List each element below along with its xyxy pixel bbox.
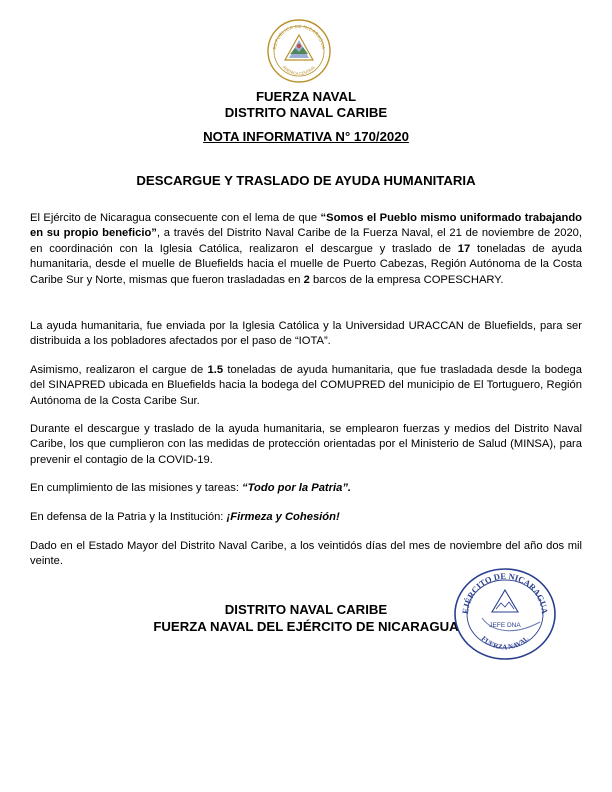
signature-line1: DISTRITO NAVAL CARIBE (224, 602, 388, 617)
paragraph-2: La ayuda humanitaria, fue enviada por la Iglesia Católica y la Universidad URACCAN de Bluefields, para ser distribuida a los pobladores afectados por el paso de “IOTA”. (30, 320, 582, 348)
document-number: NOTA INFORMATIVA N° 170/2020 (203, 129, 409, 144)
paragraph-1: El Ejército de Nicaragua consecuente con el lema de que “Somos el Pueblo mismo uniformado trabajando en su propio beneficio”, a través del Distrito Naval Caribe de la Fuerza Naval, el 21 de noviembre de 2020, en coordinación con la Iglesia Católica, realizaron el descargue y traslado de 17 toneladas de ayuda humanitaria, desde el muelle de Bluefields hacia el muelle de Puerto Cabezas, Región Autónoma de la Costa Caribe Sur y Norte, mismas que fueron trasladadas en 2 barcos de la empresa COPESCHARY. (30, 212, 583, 286)
official-stamp (452, 566, 558, 662)
svg-text:AMERICA CENTRAL (282, 64, 317, 76)
stamp-bottom-text: FUERZA NAVAL (479, 634, 531, 652)
paragraph-7: Dado en el Estado Mayor del Distrito Naval Caribe, a los veintidós días del mes de noviembre del año dos mil veinte. (30, 540, 582, 568)
paragraph-6: En defensa de la Patria y la Institución: ¡Firmeza y Cohesión! (30, 511, 340, 523)
paragraph-4: Durante el descargue y traslado de la ayuda humanitaria, se emplearon fuerzas y medios del Distrito Naval Caribe, los que cumplieron con las medidas de protección orientadas por el Ministerio de Salud (MINSA), para prevenir el contagio de la COVID-19. (30, 423, 582, 466)
paragraph-3: Asimismo, realizaron el cargue de 1.5 toneladas de ayuda humanitaria, que fue trasladada desde la bodega del SINAPRED ubicada en Bluefields hacia la bodega del COMUPRED del municipio de El Tortuguero, Región Autónoma de la Costa Caribe Sur. (30, 364, 582, 407)
document-title: DESCARGUE Y TRASLADO DE AYUDA HUMANITARIA (136, 173, 476, 188)
seal-bottom-text: AMERICA CENTRAL (281, 64, 317, 77)
header-line2: DISTRITO NAVAL CARIBE (224, 105, 388, 120)
header-line1: FUERZA NAVAL (255, 89, 357, 104)
paragraph-5: En cumplimiento de las misiones y tareas: “Todo por la Patria”. (30, 482, 352, 494)
seal-ring-text: REPÚBLICA DE NICARAGUA (272, 23, 326, 50)
stamp-ring-text: EJÉRCITO DE NICARAGUA (459, 570, 551, 615)
svg-text:EJÉRCITO DE NICARAGUA (460, 571, 550, 615)
coat-of-arms-seal (266, 18, 332, 84)
svg-text:FUERZA NAVAL (480, 634, 531, 651)
signature-line2: FUERZA NAVAL DEL EJÉRCITO DE NICARAGUA (153, 619, 459, 634)
stamp-center-text: JEFE DNA (489, 622, 521, 629)
